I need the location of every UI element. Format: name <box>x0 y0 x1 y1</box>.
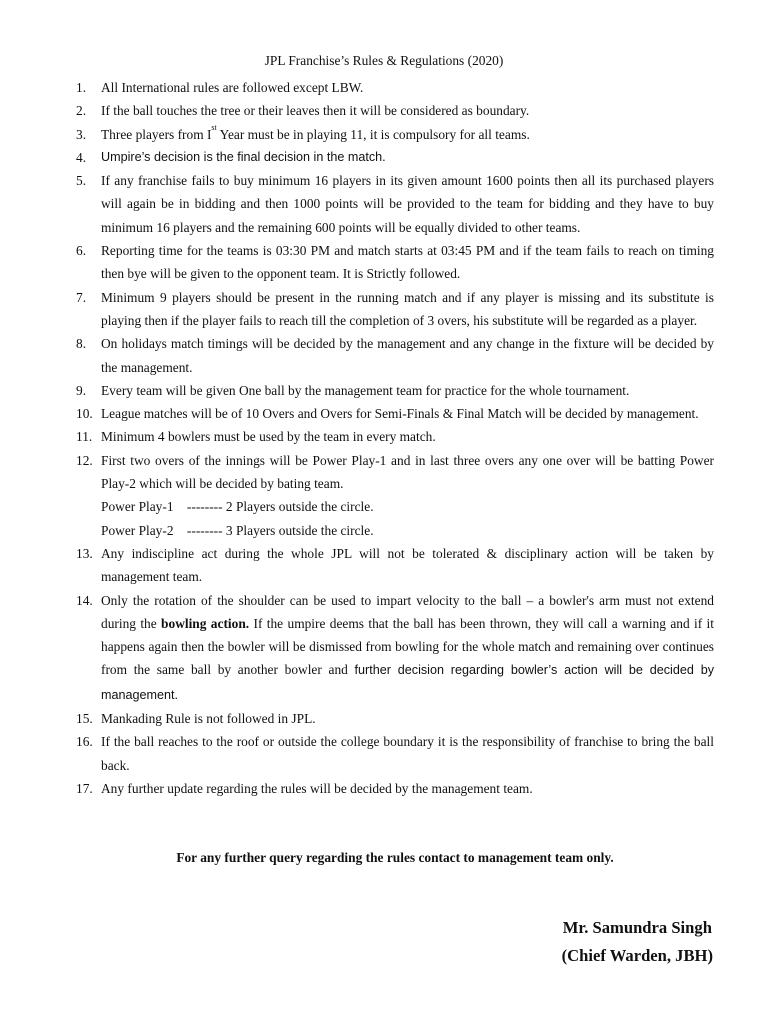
rule-number: 6. <box>76 243 87 259</box>
rule-number: 2. <box>76 103 87 119</box>
rule-item-9 <box>76 379 714 402</box>
ordinal-superscript: st <box>211 122 217 132</box>
rule-number: 15. <box>76 711 93 727</box>
rule-number: 13. <box>76 545 93 561</box>
rule-item-7 <box>76 286 714 333</box>
rule-item-3 <box>76 123 714 146</box>
rule-item-8 <box>76 332 714 379</box>
rule-item-6 <box>76 239 714 286</box>
signature-block <box>562 914 713 970</box>
rule-text: Any further update regarding the rules will be decided by the management team. <box>101 780 533 796</box>
rule-text: Reporting time for the teams is 03:30 PM and match starts at 03:45 PM and if the team fails to reach on timing then bye will be given to the opponent team. It is Strictly followed. <box>101 243 714 282</box>
rule-item-17 <box>76 777 714 800</box>
rules-list <box>76 76 714 800</box>
rule-item-15 <box>76 707 714 730</box>
rule-text: If any franchise fails to buy minimum 16 players in its given amount 1600 points then all its purchased players will again be in bidding and then 1000 points will be provided to the team for bidding and they have to buy minimum 16 players and the remaining 600 points will be equally divided to other teams. <box>101 173 714 235</box>
rule-item-5 <box>76 169 714 239</box>
rule-text: If the ball reaches to the roof or outside the college boundary it is the responsibility of franchise to bring the ball back. <box>101 734 714 773</box>
rule-item-10 <box>76 402 714 425</box>
rule-number: 11. <box>76 429 93 445</box>
rule-item-4 <box>76 146 714 169</box>
rule-text-part: If the umpire deems that the ball has been thrown, they will call a warning and if it happens again then the bowler will be dismissed from bowling for the whole match and remaining over continues from the same ball by another bowler and <box>101 615 714 678</box>
rule-number: 8. <box>76 336 87 352</box>
rule-text-part: Year must be in playing 11, it is compulsory for all teams. <box>216 126 530 142</box>
rule-text-part: further decision regarding bowler’s action will be decided by management. <box>101 663 714 702</box>
rule-text: On holidays match timings will be decided by the management and any change in the fixture will be decided by the management. <box>101 336 714 375</box>
rule-item-16 <box>76 730 714 777</box>
rule-item-11 <box>76 425 714 448</box>
rule-text: Umpire’s decision is the final decision in the match. <box>101 149 386 164</box>
rule-number: 7. <box>76 289 87 305</box>
rule-item-1 <box>76 76 714 99</box>
bowling-action-emphasis: bowling action. <box>161 615 250 631</box>
rule-number: 9. <box>76 382 87 398</box>
rule-number: 3. <box>76 126 87 142</box>
rule-text: Minimum 4 bowlers must be used by the team in every match. <box>101 429 436 445</box>
rule-number: 5. <box>76 173 87 189</box>
rule-number: 10. <box>76 406 93 422</box>
rule-text-part: Only the rotation of the shoulder can be used to impart velocity to the ball – a bowler's arm must not extend during the <box>101 592 714 631</box>
rule-text <box>101 589 714 707</box>
rule-item-12 <box>76 449 714 542</box>
rule-text: First two overs of the innings will be Power Play-1 and in last three overs any one over will be batting Power Play-2 which will be decided by bating team. <box>101 452 714 492</box>
footer-note: For any further query regarding the rules contact to management team only. <box>176 850 614 865</box>
rule-item-2 <box>76 99 714 122</box>
rule-text: Minimum 9 players should be present in the running match and if any player is missing and its substitute is playing then if the player fails to reach till the completion of 3 overs, his substitute will be regarded as a player. <box>101 289 714 328</box>
rule-text: League matches will be of 10 Overs and Overs for Semi-Finals & Final Match will be decided by management. <box>101 406 699 422</box>
rule-number: 4. <box>76 149 87 165</box>
power-play-1-line: Power Play-1 -------- 2 Players outside the circle. <box>101 499 374 515</box>
rule-text: All International rules are followed except LBW. <box>101 80 364 95</box>
rule-text-part: Three players from I <box>101 126 212 142</box>
rule-number: 17. <box>76 780 93 796</box>
rule-text: Any indiscipline act during the whole JPL will not be tolerated & disciplinary action will be taken by management team. <box>101 545 714 585</box>
document-title: JPL Franchise’s Rules & Regulations (2020) <box>264 53 504 68</box>
signatory-name: Mr. Samundra Singh <box>562 918 712 937</box>
rule-item-13 <box>76 542 714 589</box>
rule-number: 14. <box>76 592 93 608</box>
signatory-designation: (Chief Warden, JBH) <box>561 946 713 965</box>
rule-item-14 <box>76 589 714 707</box>
rule-text: Mankading Rule is not followed in JPL. <box>101 711 316 727</box>
rule-text <box>101 123 714 146</box>
rule-number: 16. <box>76 734 93 750</box>
rule-text: If the ball touches the tree or their leaves then it will be considered as boundary. <box>101 103 530 119</box>
power-play-2-line: Power Play-2 -------- 3 Players outside the circle. <box>101 522 374 538</box>
rule-number: 1. <box>76 80 87 95</box>
rule-text: Every team will be given One ball by the management team for practice for the whole tournament. <box>101 382 630 398</box>
rule-number: 12. <box>76 452 93 468</box>
